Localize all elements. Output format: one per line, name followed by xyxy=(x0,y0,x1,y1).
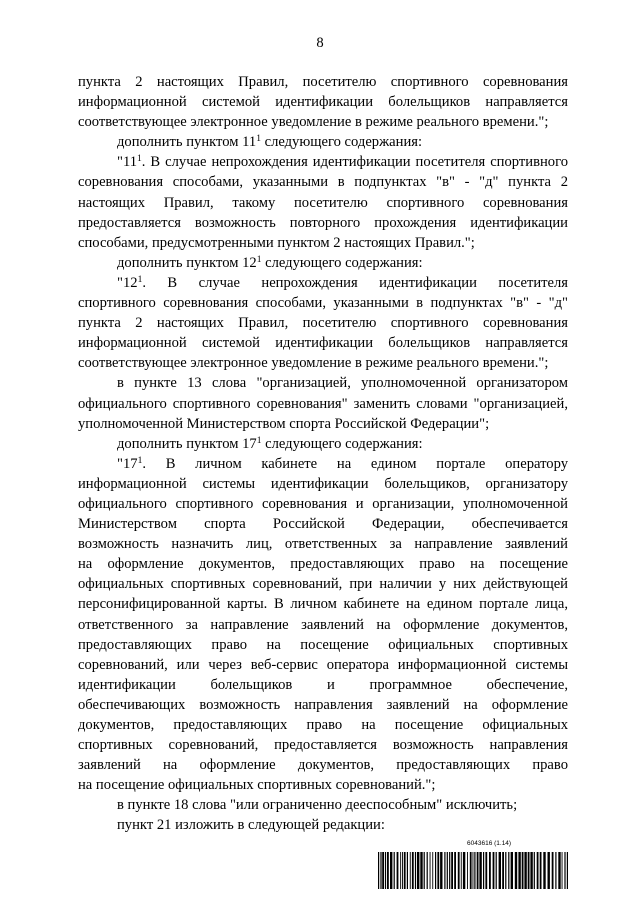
text-segment: . В случае непрохождения идентификации посетителя спортивного xyxy=(141,154,568,171)
barcode-bar xyxy=(420,852,422,889)
text-line: возможность назначить лиц, ответственных за направление заявлений xyxy=(78,536,568,553)
text-line xyxy=(78,454,568,474)
barcode-bar xyxy=(543,852,545,889)
barcode-bar xyxy=(412,852,414,889)
barcode-bar xyxy=(552,852,554,889)
barcode-bar xyxy=(390,852,392,889)
text-line: соревнований, или через веб-сервис оператора информационной системы xyxy=(78,656,568,673)
text-segment: "11 xyxy=(117,154,138,171)
text-line: уполномоченной Министерством спорта Российской Федерации"; xyxy=(78,415,490,432)
text-line xyxy=(78,273,568,293)
text-line: Министерством спорта Российской Федерации, обеспечивается xyxy=(78,516,568,533)
barcode-bar xyxy=(404,852,406,889)
document-body xyxy=(78,72,568,836)
barcode-bar xyxy=(454,852,456,889)
text-line: пункта 2 настоящих Правил, посетителю спортивного соревнования xyxy=(78,74,568,90)
barcode-bar xyxy=(394,852,395,889)
barcode-bar xyxy=(540,852,542,889)
barcode-bar xyxy=(511,852,513,889)
barcode-bar xyxy=(528,852,530,889)
paragraph-clause-12-1-text xyxy=(78,273,568,373)
barcode-bar xyxy=(530,852,532,889)
barcode-bar xyxy=(558,852,560,889)
barcode-bar xyxy=(473,852,474,889)
superscript: 1 xyxy=(256,134,261,145)
barcode-bar xyxy=(467,852,468,889)
text-segment: дополнить пунктом 12 xyxy=(117,254,257,271)
barcode-bar xyxy=(489,852,491,889)
paragraph-clause-21-intro xyxy=(78,815,568,835)
barcode-bar xyxy=(502,852,504,889)
text-line: официальных спортивных соревнований, при наличии у них действующей xyxy=(78,576,568,593)
text-segment: дополнить пунктом 11 xyxy=(117,134,257,151)
text-line: ответственного за направление заявлений на оформление документов, xyxy=(78,616,568,633)
barcode-bar xyxy=(496,852,497,889)
barcode-bar xyxy=(537,852,539,889)
superscript: 1 xyxy=(137,274,143,285)
barcode-bar xyxy=(444,852,445,889)
superscript: 1 xyxy=(256,435,262,446)
barcode-bar xyxy=(562,852,563,889)
barcode-bar xyxy=(477,852,479,889)
barcode-bar xyxy=(505,852,506,889)
barcode-bar xyxy=(387,852,389,889)
text-line: способами, предусмотренными пунктом 2 настоящих Правил."; xyxy=(78,234,475,251)
barcode-bar xyxy=(483,852,484,889)
barcode-bar xyxy=(447,852,448,889)
text-line: спортивного соревнования способами, указанными в подпунктах "в" - "д" xyxy=(78,295,568,312)
text-segment: следующего содержания: xyxy=(261,435,423,452)
text-line: предоставляется возможность повторного прохождения идентификации xyxy=(78,214,568,231)
text-segment: "17 xyxy=(117,455,138,472)
text-line: соревнования способами, указанными в подпунктах "в" - "д" пункта 2 xyxy=(78,174,568,191)
barcode-bar xyxy=(485,852,487,889)
barcode-bar xyxy=(407,852,408,889)
barcode-bar xyxy=(567,852,568,889)
text-segment: . В личном кабинете на едином портале оператору xyxy=(142,455,568,472)
paragraph-amend-clause-18 xyxy=(78,795,568,815)
barcode-bar xyxy=(430,852,431,889)
barcode-bar xyxy=(435,852,436,889)
text-line: на посещение официальных спортивных соревнований."; xyxy=(78,777,436,794)
barcode-bar xyxy=(515,852,517,889)
text-segment: "12 xyxy=(117,274,138,291)
text-segment: . В случае непрохождения идентификации посетителя xyxy=(142,274,568,291)
barcode-bar xyxy=(458,852,460,889)
text-line: официального спортивного соревнования" заменить словами "организацией, xyxy=(78,395,568,412)
barcode-bar xyxy=(380,852,381,889)
text-segment: следующего содержания: xyxy=(261,254,423,271)
text-line: на оформление документов, предоставляющих право на посещение xyxy=(78,556,568,573)
barcode-bar xyxy=(479,852,481,889)
text-line: пункта 2 настоящих Правил, посетителю спортивного соревнования xyxy=(78,315,568,332)
barcode-bar xyxy=(424,852,425,889)
text-segment: следующего содержания: xyxy=(260,134,423,151)
barcode-bar xyxy=(437,852,439,889)
page-number: 8 xyxy=(316,35,324,51)
superscript: 1 xyxy=(137,154,142,165)
text-line: документов, предоставляющих право на посещение официальных xyxy=(78,717,568,733)
text-line: информационной системой идентификации болельщиков направляется xyxy=(78,335,568,352)
barcode-bar xyxy=(385,852,386,889)
paragraph-add-clause-12-1 xyxy=(78,253,568,273)
superscript: 1 xyxy=(137,455,143,466)
text-line: предоставляющих право на посещение официальных спортивных xyxy=(78,636,568,653)
barcode-bar xyxy=(508,852,509,889)
barcode-bar xyxy=(470,852,472,889)
barcode-bar xyxy=(493,852,495,889)
barcode-bar xyxy=(402,852,403,889)
barcode-bar xyxy=(415,852,416,889)
barcode-bar xyxy=(555,852,556,889)
text-line: пункт 21 изложить в следующей редакции: xyxy=(117,817,385,834)
text-line: обеспечивающих возможность направления заявлений на оформление xyxy=(78,696,568,713)
barcode-bar xyxy=(449,852,450,889)
barcode-bar xyxy=(522,852,524,889)
paragraph-add-clause-11-1 xyxy=(78,132,568,152)
text-line: информационной системой идентификации болельщиков направляется xyxy=(78,94,568,111)
barcode-bar xyxy=(474,852,475,889)
barcode-bar xyxy=(524,852,526,889)
barcode-bar xyxy=(461,852,462,889)
barcode-bar xyxy=(432,852,433,889)
barcode-bar xyxy=(534,852,535,889)
barcode-bar xyxy=(440,852,442,889)
barcode-bar xyxy=(548,852,550,889)
barcode-bar xyxy=(397,852,399,889)
barcode-bar xyxy=(451,852,453,889)
text-line: персонифицированной карты. В личном кабинете на едином портале лица, xyxy=(78,596,568,613)
barcode-bar xyxy=(463,852,465,889)
text-line xyxy=(78,253,568,273)
text-line: заявлений на оформление документов, предоставляющих право xyxy=(78,757,568,774)
text-line: идентификации болельщиков и программное обеспечение, xyxy=(78,676,568,693)
superscript: 1 xyxy=(256,254,262,265)
paragraph-amend-clause-13 xyxy=(78,373,568,433)
text-line: информационной системы идентификации болельщиков, организатору xyxy=(78,475,568,492)
text-line: настоящих Правил, такому посетителю спортивного соревнования xyxy=(78,194,568,211)
paragraph-continuation xyxy=(78,72,568,132)
barcode-bar xyxy=(400,852,401,889)
paragraph-clause-17-1-text xyxy=(78,454,568,796)
text-line xyxy=(78,434,568,454)
barcode-bar xyxy=(378,852,379,889)
barcode-bar xyxy=(427,852,428,889)
text-line xyxy=(78,152,568,172)
text-line xyxy=(78,132,568,152)
paragraph-add-clause-17-1 xyxy=(78,434,568,454)
paragraph-clause-11-1-text xyxy=(78,152,568,252)
barcode-bar xyxy=(499,852,501,889)
barcode-bar xyxy=(410,852,411,889)
barcode-bar xyxy=(417,852,419,889)
text-line: в пункте 13 слова "организацией, уполномоченной организатором xyxy=(117,375,568,392)
text-line: спортивных соревнований, предоставляется возможность направления xyxy=(78,737,568,754)
text-line: официального спортивного соревнования и организации, уполномоченной xyxy=(78,495,568,512)
barcode xyxy=(378,852,568,889)
barcode-bar xyxy=(518,852,520,889)
text-line: соответствующее электронное уведомление в режиме реального времени."; xyxy=(78,355,549,372)
text-line: соответствующее электронное уведомление в режиме реального времени."; xyxy=(78,114,549,131)
barcode-bar xyxy=(382,852,384,889)
text-segment: дополнить пунктом 17 xyxy=(117,435,257,452)
text-line: в пункте 18 слова "или ограниченно дееспособным" исключить; xyxy=(117,797,518,814)
document-code: 6043616 (1.14) xyxy=(467,840,512,847)
barcode-bar xyxy=(564,852,565,889)
